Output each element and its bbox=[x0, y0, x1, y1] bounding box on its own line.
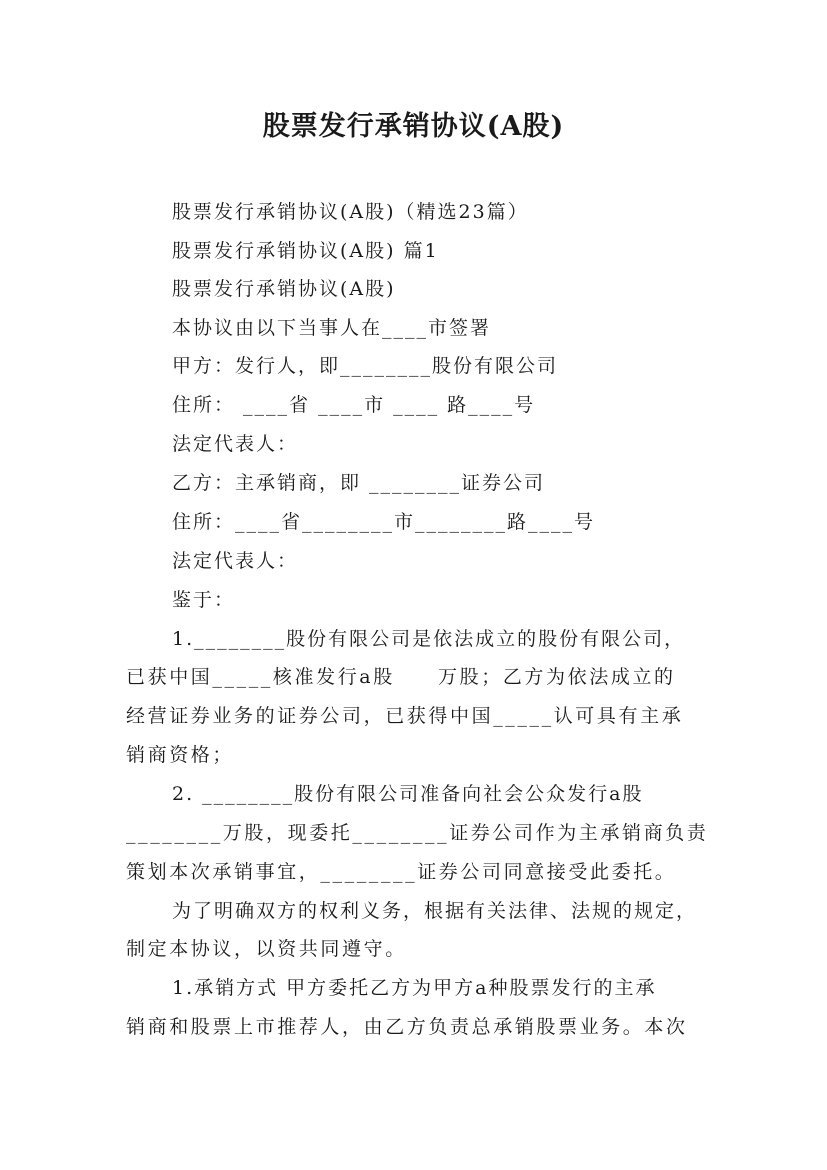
text-line: 销商和股票上市推荐人，由乙方负责总承销股票业务。本次 bbox=[126, 1016, 688, 1038]
text-line: 1.________股份有限公司是依法成立的股份有限公司， bbox=[172, 628, 686, 650]
text-line: 股票发行承销协议(A股)（精选23篇） bbox=[172, 201, 529, 223]
document-title: 股票发行承销协议(A股) bbox=[262, 111, 565, 142]
text-line: 住所： ____省 ____市 ____ 路____号 bbox=[172, 394, 536, 416]
text-line: 制定本协议，以资共同遵守。 bbox=[126, 938, 407, 960]
text-line: ________万股，现委托________证券公司作为主承销商负责 bbox=[126, 822, 709, 844]
text-line: 1.承销方式 甲方委托乙方为甲方a种股票发行的主承 bbox=[172, 977, 657, 999]
text-line: 法定代表人： bbox=[172, 433, 299, 455]
text-line: 已获中国_____核准发行a股 万股；乙方为依法成立的 bbox=[126, 666, 676, 688]
text-line: 销商资格； bbox=[126, 744, 235, 766]
text-line: 法定代表人： bbox=[172, 550, 299, 572]
text-line: 鉴于： bbox=[172, 589, 236, 611]
text-line: 经营证券业务的证券公司，已获得中国_____认可具有主承 bbox=[126, 705, 684, 727]
text-line: 策划本次承销事宜，________证券公司同意接受此委托。 bbox=[126, 861, 677, 883]
text-line: 2. ________股份有限公司准备向社会公众发行a股 bbox=[172, 783, 644, 805]
text-line: 住所：____省________市________路____号 bbox=[172, 511, 596, 533]
text-line: 甲方：发行人，即________股份有限公司 bbox=[172, 355, 559, 377]
text-line: 本协议由以下当事人在____市签署 bbox=[172, 317, 492, 339]
text-line: 股票发行承销协议(A股) bbox=[172, 278, 396, 300]
text-line: 乙方：主承销商，即 ________证券公司 bbox=[172, 472, 546, 494]
text-line: 为了明确双方的权利义务，根据有关法律、法规的规定， bbox=[172, 900, 698, 922]
text-line: 股票发行承销协议(A股) 篇1 bbox=[172, 240, 439, 262]
